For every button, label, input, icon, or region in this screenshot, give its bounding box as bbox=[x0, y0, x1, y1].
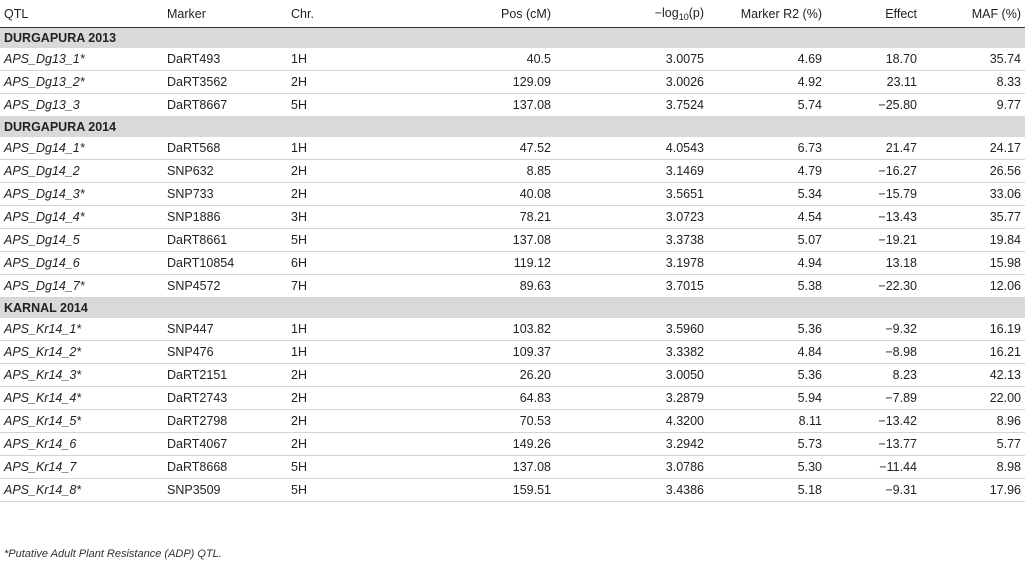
table-row bbox=[0, 275, 1025, 298]
cell-log-p: 3.3738 bbox=[551, 229, 704, 252]
cell-log-p: 3.7524 bbox=[551, 94, 704, 117]
cell-qtl: APS_Dg13_2* bbox=[0, 71, 167, 94]
cell-log-p: 3.3382 bbox=[551, 341, 704, 364]
header-effect: Effect bbox=[822, 0, 917, 28]
cell-chr: 1H bbox=[291, 137, 423, 160]
cell-log-p: 4.0543 bbox=[551, 137, 704, 160]
header-log-subscript: 10 bbox=[678, 11, 689, 22]
cell-r2: 5.07 bbox=[704, 229, 822, 252]
cell-log-p: 3.7015 bbox=[551, 275, 704, 298]
cell-maf: 26.56 bbox=[917, 160, 1025, 183]
cell-maf: 8.98 bbox=[917, 456, 1025, 479]
header-qtl: QTL bbox=[0, 0, 167, 28]
cell-qtl: APS_Dg14_1* bbox=[0, 137, 167, 160]
cell-maf: 5.77 bbox=[917, 433, 1025, 456]
cell-maf: 35.74 bbox=[917, 48, 1025, 71]
cell-log-p: 3.2942 bbox=[551, 433, 704, 456]
cell-chr: 1H bbox=[291, 341, 423, 364]
cell-pos: 26.20 bbox=[423, 364, 551, 387]
cell-pos: 103.82 bbox=[423, 318, 551, 341]
cell-chr: 3H bbox=[291, 206, 423, 229]
cell-marker: SNP1886 bbox=[167, 206, 291, 229]
cell-effect: −13.43 bbox=[822, 206, 917, 229]
cell-maf: 24.17 bbox=[917, 137, 1025, 160]
cell-marker: DaRT8667 bbox=[167, 94, 291, 117]
table-row bbox=[0, 48, 1025, 71]
cell-marker: DaRT568 bbox=[167, 137, 291, 160]
cell-maf: 42.13 bbox=[917, 364, 1025, 387]
table-row bbox=[0, 206, 1025, 229]
section-title: DURGAPURA 2013 bbox=[0, 28, 1025, 49]
cell-effect: −13.42 bbox=[822, 410, 917, 433]
cell-log-p: 3.1469 bbox=[551, 160, 704, 183]
cell-qtl: APS_Dg14_7* bbox=[0, 275, 167, 298]
cell-marker: DaRT10854 bbox=[167, 252, 291, 275]
cell-chr: 2H bbox=[291, 387, 423, 410]
cell-pos: 40.08 bbox=[423, 183, 551, 206]
cell-maf: 16.21 bbox=[917, 341, 1025, 364]
cell-qtl: APS_Dg13_3 bbox=[0, 94, 167, 117]
cell-log-p: 3.0786 bbox=[551, 456, 704, 479]
cell-effect: −7.89 bbox=[822, 387, 917, 410]
cell-r2: 5.94 bbox=[704, 387, 822, 410]
cell-qtl: APS_Kr14_5* bbox=[0, 410, 167, 433]
cell-pos: 119.12 bbox=[423, 252, 551, 275]
cell-chr: 5H bbox=[291, 94, 423, 117]
cell-log-p: 3.5651 bbox=[551, 183, 704, 206]
cell-effect: −9.31 bbox=[822, 479, 917, 502]
cell-marker: DaRT8661 bbox=[167, 229, 291, 252]
cell-marker: SNP447 bbox=[167, 318, 291, 341]
cell-marker: SNP476 bbox=[167, 341, 291, 364]
table-row bbox=[0, 183, 1025, 206]
cell-log-p: 3.2879 bbox=[551, 387, 704, 410]
cell-marker: SNP3509 bbox=[167, 479, 291, 502]
cell-r2: 4.92 bbox=[704, 71, 822, 94]
cell-pos: 89.63 bbox=[423, 275, 551, 298]
cell-marker: DaRT2798 bbox=[167, 410, 291, 433]
cell-chr: 7H bbox=[291, 275, 423, 298]
cell-marker: DaRT4067 bbox=[167, 433, 291, 456]
cell-marker: SNP4572 bbox=[167, 275, 291, 298]
cell-r2: 5.36 bbox=[704, 364, 822, 387]
cell-maf: 22.00 bbox=[917, 387, 1025, 410]
cell-qtl: APS_Dg14_2 bbox=[0, 160, 167, 183]
cell-pos: 137.08 bbox=[423, 229, 551, 252]
cell-effect: −9.32 bbox=[822, 318, 917, 341]
table-row bbox=[0, 364, 1025, 387]
cell-qtl: APS_Kr14_6 bbox=[0, 433, 167, 456]
section-title: KARNAL 2014 bbox=[0, 298, 1025, 319]
cell-maf: 17.96 bbox=[917, 479, 1025, 502]
footnote: *Putative Adult Plant Resistance (ADP) QTL. bbox=[4, 548, 222, 560]
cell-chr: 5H bbox=[291, 479, 423, 502]
cell-log-p: 3.1978 bbox=[551, 252, 704, 275]
table-body bbox=[0, 28, 1025, 502]
cell-log-p: 3.5960 bbox=[551, 318, 704, 341]
cell-effect: 21.47 bbox=[822, 137, 917, 160]
cell-chr: 1H bbox=[291, 318, 423, 341]
table-row bbox=[0, 410, 1025, 433]
table-row bbox=[0, 318, 1025, 341]
cell-marker: DaRT8668 bbox=[167, 456, 291, 479]
table-row bbox=[0, 341, 1025, 364]
cell-chr: 2H bbox=[291, 160, 423, 183]
cell-r2: 5.34 bbox=[704, 183, 822, 206]
cell-effect: 23.11 bbox=[822, 71, 917, 94]
cell-maf: 12.06 bbox=[917, 275, 1025, 298]
cell-pos: 8.85 bbox=[423, 160, 551, 183]
cell-marker: DaRT493 bbox=[167, 48, 291, 71]
cell-pos: 64.83 bbox=[423, 387, 551, 410]
cell-chr: 5H bbox=[291, 229, 423, 252]
header-maf: MAF (%) bbox=[917, 0, 1025, 28]
cell-marker: SNP733 bbox=[167, 183, 291, 206]
cell-effect: −19.21 bbox=[822, 229, 917, 252]
cell-effect: 18.70 bbox=[822, 48, 917, 71]
cell-log-p: 3.0050 bbox=[551, 364, 704, 387]
header-marker: Marker bbox=[167, 0, 291, 28]
cell-qtl: APS_Kr14_8* bbox=[0, 479, 167, 502]
cell-qtl: APS_Kr14_4* bbox=[0, 387, 167, 410]
cell-chr: 2H bbox=[291, 364, 423, 387]
cell-effect: 13.18 bbox=[822, 252, 917, 275]
cell-r2: 5.36 bbox=[704, 318, 822, 341]
cell-maf: 35.77 bbox=[917, 206, 1025, 229]
cell-r2: 8.11 bbox=[704, 410, 822, 433]
section-title: DURGAPURA 2014 bbox=[0, 117, 1025, 138]
cell-chr: 2H bbox=[291, 410, 423, 433]
cell-r2: 4.94 bbox=[704, 252, 822, 275]
cell-effect: −13.77 bbox=[822, 433, 917, 456]
table-row bbox=[0, 252, 1025, 275]
cell-qtl: APS_Dg13_1* bbox=[0, 48, 167, 71]
cell-chr: 2H bbox=[291, 71, 423, 94]
cell-maf: 19.84 bbox=[917, 229, 1025, 252]
cell-chr: 6H bbox=[291, 252, 423, 275]
cell-pos: 159.51 bbox=[423, 479, 551, 502]
cell-pos: 129.09 bbox=[423, 71, 551, 94]
table-row bbox=[0, 229, 1025, 252]
cell-effect: −25.80 bbox=[822, 94, 917, 117]
cell-maf: 15.98 bbox=[917, 252, 1025, 275]
cell-qtl: APS_Dg14_4* bbox=[0, 206, 167, 229]
cell-marker: DaRT3562 bbox=[167, 71, 291, 94]
cell-chr: 1H bbox=[291, 48, 423, 71]
cell-log-p: 3.0723 bbox=[551, 206, 704, 229]
cell-pos: 47.52 bbox=[423, 137, 551, 160]
cell-r2: 5.30 bbox=[704, 456, 822, 479]
cell-chr: 5H bbox=[291, 456, 423, 479]
cell-log-p: 3.0026 bbox=[551, 71, 704, 94]
header-log-prefix: −log bbox=[654, 5, 679, 20]
cell-marker: SNP632 bbox=[167, 160, 291, 183]
cell-effect: −22.30 bbox=[822, 275, 917, 298]
cell-effect: −8.98 bbox=[822, 341, 917, 364]
cell-effect: 8.23 bbox=[822, 364, 917, 387]
cell-qtl: APS_Dg14_6 bbox=[0, 252, 167, 275]
header-pos: Pos (cM) bbox=[423, 0, 551, 28]
cell-chr: 2H bbox=[291, 183, 423, 206]
header-r2: Marker R2 (%) bbox=[704, 0, 822, 28]
header-chr: Chr. bbox=[291, 0, 423, 28]
cell-pos: 137.08 bbox=[423, 94, 551, 117]
cell-pos: 109.37 bbox=[423, 341, 551, 364]
table-row bbox=[0, 94, 1025, 117]
cell-effect: −11.44 bbox=[822, 456, 917, 479]
cell-r2: 5.18 bbox=[704, 479, 822, 502]
table-row bbox=[0, 479, 1025, 502]
cell-log-p: 4.3200 bbox=[551, 410, 704, 433]
cell-r2: 6.73 bbox=[704, 137, 822, 160]
header-log-suffix: (p) bbox=[688, 5, 704, 20]
section-row bbox=[0, 28, 1025, 49]
cell-r2: 5.74 bbox=[704, 94, 822, 117]
cell-maf: 8.33 bbox=[917, 71, 1025, 94]
cell-qtl: APS_Kr14_2* bbox=[0, 341, 167, 364]
cell-qtl: APS_Kr14_7 bbox=[0, 456, 167, 479]
section-row bbox=[0, 117, 1025, 138]
cell-r2: 4.79 bbox=[704, 160, 822, 183]
cell-r2: 5.38 bbox=[704, 275, 822, 298]
cell-r2: 4.69 bbox=[704, 48, 822, 71]
cell-r2: 4.54 bbox=[704, 206, 822, 229]
cell-r2: 5.73 bbox=[704, 433, 822, 456]
cell-marker: DaRT2151 bbox=[167, 364, 291, 387]
cell-qtl: APS_Kr14_1* bbox=[0, 318, 167, 341]
table-row bbox=[0, 137, 1025, 160]
cell-log-p: 3.4386 bbox=[551, 479, 704, 502]
cell-chr: 2H bbox=[291, 433, 423, 456]
section-row bbox=[0, 298, 1025, 319]
table-row bbox=[0, 160, 1025, 183]
cell-marker: DaRT2743 bbox=[167, 387, 291, 410]
cell-effect: −15.79 bbox=[822, 183, 917, 206]
header-log-p bbox=[551, 0, 704, 28]
cell-pos: 78.21 bbox=[423, 206, 551, 229]
table-row bbox=[0, 433, 1025, 456]
cell-qtl: APS_Dg14_3* bbox=[0, 183, 167, 206]
cell-qtl: APS_Kr14_3* bbox=[0, 364, 167, 387]
header-row bbox=[0, 0, 1025, 28]
cell-pos: 70.53 bbox=[423, 410, 551, 433]
table-row bbox=[0, 456, 1025, 479]
cell-qtl: APS_Dg14_5 bbox=[0, 229, 167, 252]
cell-effect: −16.27 bbox=[822, 160, 917, 183]
table-row bbox=[0, 387, 1025, 410]
cell-maf: 8.96 bbox=[917, 410, 1025, 433]
cell-pos: 149.26 bbox=[423, 433, 551, 456]
cell-maf: 33.06 bbox=[917, 183, 1025, 206]
cell-log-p: 3.0075 bbox=[551, 48, 704, 71]
cell-maf: 16.19 bbox=[917, 318, 1025, 341]
table-row bbox=[0, 71, 1025, 94]
cell-r2: 4.84 bbox=[704, 341, 822, 364]
cell-pos: 40.5 bbox=[423, 48, 551, 71]
cell-maf: 9.77 bbox=[917, 94, 1025, 117]
cell-pos: 137.08 bbox=[423, 456, 551, 479]
